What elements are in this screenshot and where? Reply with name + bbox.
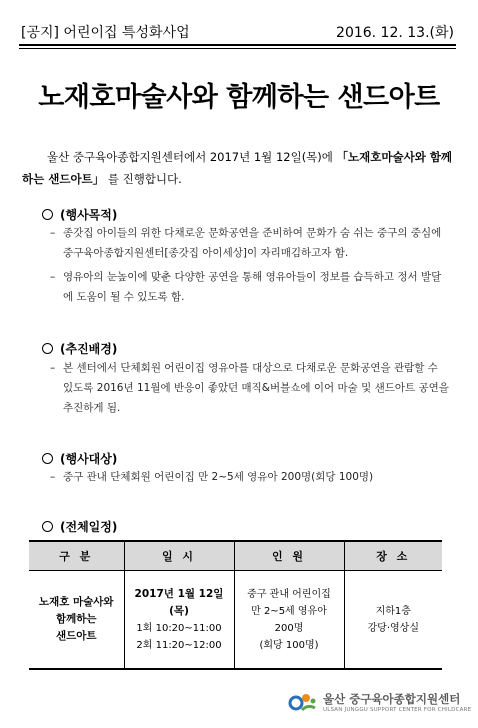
table-row — [29, 571, 442, 670]
cell-people: 중구 관내 어린이집 만 2~5세 영유아 200명 (회당 100명) — [234, 571, 344, 670]
intro-event-name: 「노재호마술사와 함께하는 샌드아트」 — [22, 150, 453, 186]
background-item-1: – 본 센터에서 단체회원 어린이집 영유아를 대상으로 다채로운 문화공연을 관람할 수 있도록 2016년 11월에 반응이 좋았던 매직&버블쇼에 이어 마술 및 샌드아트 공연을 추진하게 됨. — [50, 362, 449, 414]
purpose-item-2: – 영유아의 눈높이에 맞춘 다양한 공연을 통해 영유아들이 정보를 습득하고 정서 발달에 도움이 될 수 있도록 함. — [50, 271, 442, 303]
notice-date: 2016. 12. 13.(화) — [336, 25, 454, 41]
circle-bullet-icon — [42, 453, 53, 464]
page-title: 노재호마술사와 함께하는 샌드아트 — [38, 82, 440, 113]
childcare-center-logo-icon — [288, 690, 318, 714]
section-heading-target: (행사대상) — [42, 450, 117, 467]
intro-text: 울산 중구육아종합지원센터에서 2017년 1월 12일(목)에 — [47, 150, 337, 164]
schedule-table — [29, 540, 442, 670]
col-header-category: 구 분 — [29, 541, 124, 571]
table-header-row — [29, 541, 442, 571]
circle-bullet-icon — [42, 343, 53, 354]
header-rule-thick — [19, 44, 456, 46]
section-heading-background: (추진배경) — [42, 340, 117, 357]
footer-org-name-en: ULSAN JUNGGU SUPPORT CENTER FOR CHILDCARE — [323, 707, 472, 713]
cell-place: 지하1층 강당·영상실 — [344, 571, 442, 670]
intro-paragraph — [22, 146, 458, 190]
section-heading-schedule: (전체일정) — [42, 518, 117, 535]
target-item-1: – 중구 관내 단체회원 어린이집 만 2~5세 영유아 200명(회당 100명) — [50, 471, 374, 483]
cell-program: 노재호 마술사와 함께하는 샌드아트 — [29, 571, 124, 670]
cell-datetime: 2017년 1월 12일(목) 1회 10:20~11:00 2회 11:20~12:00 — [124, 571, 234, 670]
col-header-place: 장 소 — [344, 541, 442, 571]
footer-org — [288, 690, 472, 714]
col-header-people: 인 원 — [234, 541, 344, 571]
circle-bullet-icon — [42, 209, 53, 220]
col-header-datetime: 일 시 — [124, 541, 234, 571]
header-rule-thin — [19, 48, 456, 49]
intro-text-end: 를 진행합니다. — [107, 172, 182, 186]
purpose-item-1: – 종갓집 아이들의 위한 다채로운 문화공연을 준비하여 문화가 숨 쉬는 중구의 중심에 중구육아종합지원센터[종갓집 아이세상]이 자리매김하고자 함. — [50, 227, 442, 259]
footer-org-name: 울산 중구육아종합지원센터 — [323, 692, 461, 706]
notice-category: [공지] 어린이집 특성화사업 — [21, 25, 190, 41]
section-heading-purpose: (행사목적) — [42, 206, 117, 223]
document-header — [21, 22, 454, 40]
circle-bullet-icon — [42, 521, 53, 532]
